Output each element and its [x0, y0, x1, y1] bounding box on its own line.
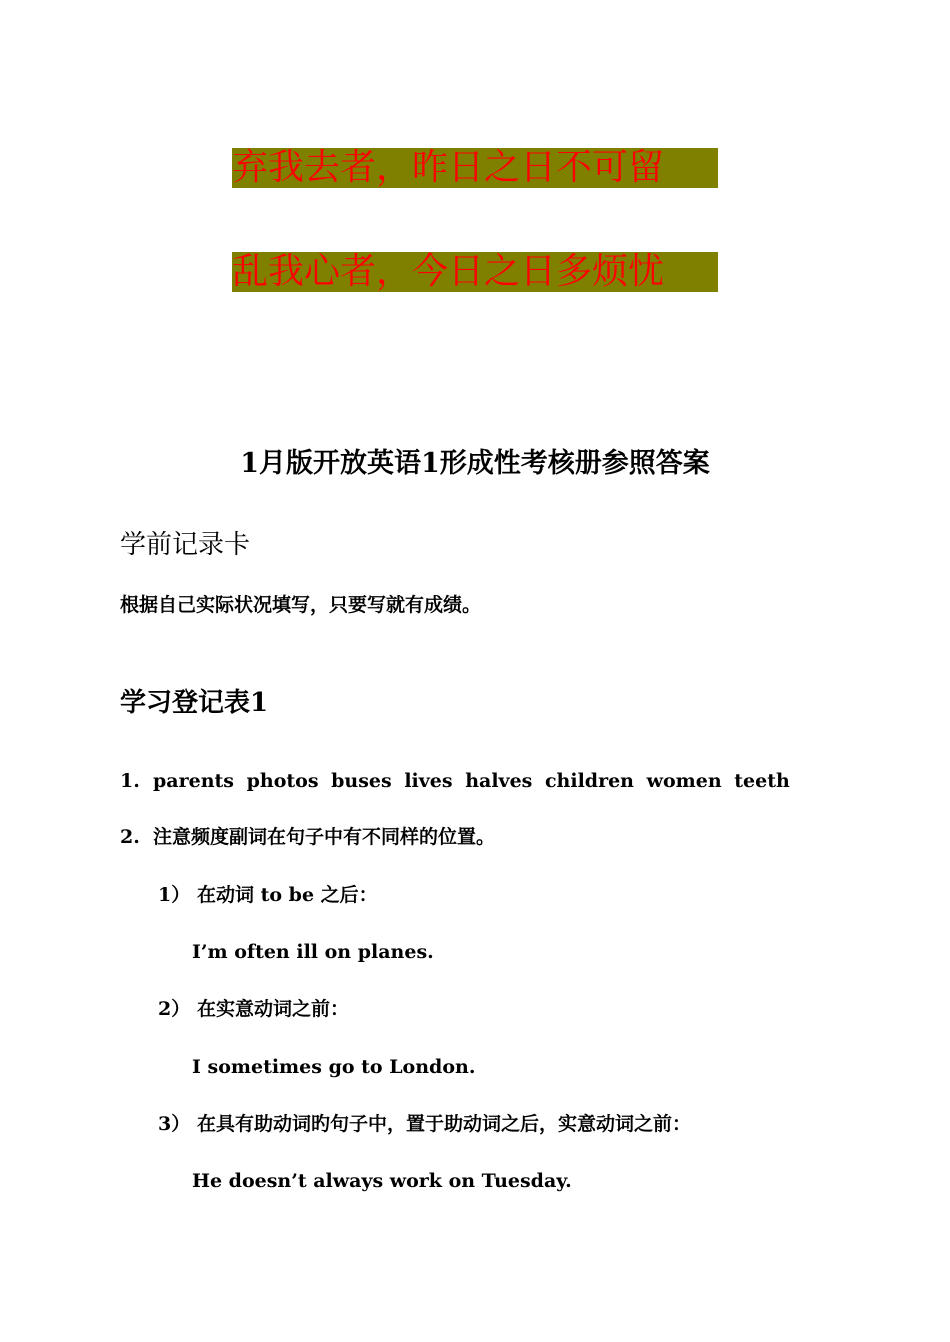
item-text-plural-nouns: parents photos buses lives halves children women teeth: [153, 770, 790, 792]
subitem-example-3: He doesn’t always work on Tuesday.: [192, 1170, 572, 1192]
subitem-number-2: 2）: [158, 998, 191, 1020]
item-number-2: 2.: [120, 826, 140, 848]
subitem-example-2: I sometimes go to London.: [192, 1056, 476, 1078]
highlighted-banner-line-2: 乱我心者，今日之日多烦忧: [232, 252, 718, 292]
section-heading-study-log-1: 学习登记表1: [120, 688, 269, 718]
subitem-rule-2: 在实意动词之前：: [197, 998, 350, 1020]
section-heading-pre-study-card: 学前记录卡: [120, 530, 251, 560]
subitem-example-1: I’m often ill on planes.: [192, 941, 434, 963]
section-intro-text: 根据自己实际状况填写，只要写就有成绩。: [120, 594, 482, 616]
document-title: 1月版开放英语1形成性考核册参照答案: [240, 448, 710, 479]
highlighted-banner-line-1: 弃我去者，昨日之日不可留: [232, 148, 718, 188]
item-number-1: 1.: [120, 770, 140, 792]
subitem-rule-3: 在具有助动词旳句子中，置于助动词之后，实意动词之前：: [197, 1113, 692, 1135]
subitem-number-3: 3）: [158, 1113, 191, 1135]
subitem-number-1: 1）: [158, 884, 191, 906]
item-text-adverb-position: 注意频度副词在句子中有不同样的位置。: [153, 826, 496, 848]
subitem-rule-1: 在动词 to be 之后：: [197, 884, 378, 906]
